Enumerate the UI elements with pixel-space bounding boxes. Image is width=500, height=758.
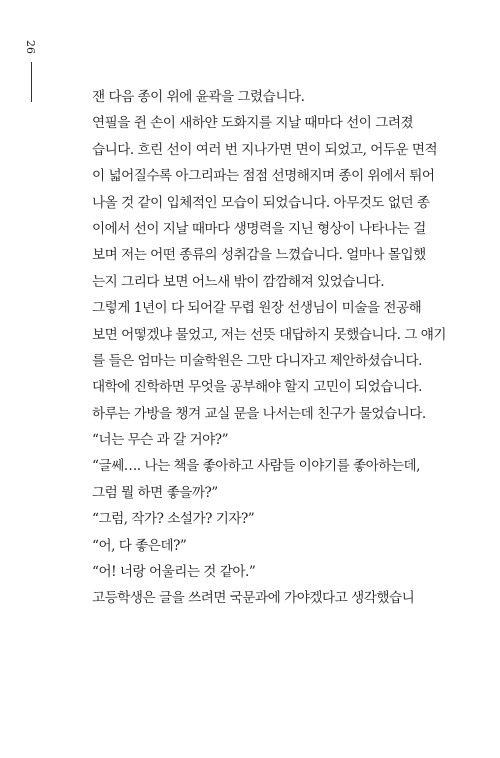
text-line: “그럼, 작가? 소설가? 기자?” — [92, 511, 255, 528]
text-line: 고등학생은 글을 쓰려면 국문과에 가야겠다고 생각했습니 — [92, 590, 415, 607]
text-line: 대학에 진학하면 무엇을 공부해야 할지 고민이 되었습니다. — [92, 379, 422, 396]
text-line: “어, 다 좋은데?” — [92, 537, 187, 554]
text-line: 이에서 선이 지날 때마다 생명력을 지닌 형상이 나타나는 걸 — [92, 220, 426, 237]
text-line: “어! 너랑 어울리는 것 같아.” — [92, 564, 256, 581]
text-line: 는지 그리다 보면 어느새 밖이 깜깜해져 있었습니다. — [92, 273, 385, 290]
text-line: 그럼 뭘 하면 좋을까?” — [92, 484, 218, 501]
text-line: 보며 저는 어떤 종류의 성취감을 느꼈습니다. 얼마나 몰입했 — [92, 247, 426, 264]
text-line: 보면 어떻겠냐 물었고, 저는 선뜻 대답하지 못했습니다. 그 얘기 — [92, 326, 446, 343]
text-line: “너는 무슨 과 갈 거야?” — [92, 432, 229, 449]
text-line: 하루는 가방을 챙겨 교실 문을 나서는데 친구가 물었습니다. — [92, 405, 426, 422]
page-number: 26 — [24, 40, 37, 54]
page-number-rule — [31, 62, 32, 102]
body-text — [92, 84, 446, 612]
text-line: 나올 것 같이 입체적인 모습이 되었습니다. 아무것도 없던 종 — [92, 194, 430, 211]
text-line: 를 들은 엄마는 미술학원은 그만 다니자고 제안하셨습니다. — [92, 352, 422, 369]
text-line: 연필을 쥔 손이 새하얀 도화지를 지날 때마다 선이 그려졌 — [92, 115, 414, 132]
text-line: 잰 다음 종이 위에 윤곽을 그렸습니다. — [92, 89, 305, 105]
text-line: 이 넓어질수록 아그리파는 점점 선명해지며 종이 위에서 튀어 — [92, 168, 435, 185]
text-line: “글쎄…. 나는 책을 좋아하고 사람들 이야기를 좋아하는데, — [92, 458, 421, 475]
text-line: 습니다. 흐린 선이 여러 번 지나가면 면이 되었고, 어두운 면적 — [92, 141, 438, 158]
text-line: 그렇게 1년이 다 되어갈 무렵 원장 선생님이 미술을 전공해 — [92, 300, 422, 317]
